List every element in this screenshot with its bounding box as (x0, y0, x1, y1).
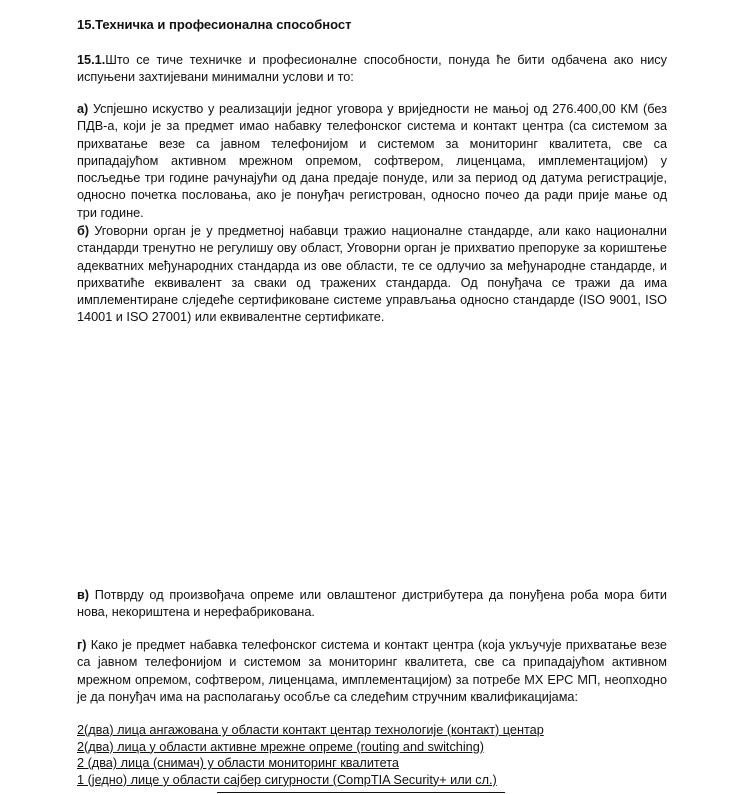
footer-divider (217, 792, 505, 793)
item-v-paragraph (77, 587, 667, 622)
item-b-paragraph (77, 223, 667, 327)
list-item: 2(два) лица ангажована у области контакт центар технологије (контакт) центар (77, 723, 544, 737)
item-a-paragraph (77, 101, 667, 222)
item-b-text: Уговорни орган је у предметној набавци тражио националне стандарде, али како национални стандарди тренутно не регулишу ову област, Уговорни орган је прихватио препоруке за кориштење адекватних међународних стандарда из ове области, те се одлучио за међународне стандарде, и прихватиће еквивалент за сваки од тражених стандарда. Од понуђача се тражи да има имплементиране слједеће сертификоване системе управљања односно стандарде (ISO 9001, ISO 14001 и ISO 27001) или еквивалентне сертификате. (77, 224, 667, 325)
list-item: 2 (два) лица (снимач) у области мониторинг квалитета (77, 756, 399, 771)
intro-paragraph (77, 52, 667, 87)
item-g-paragraph (77, 637, 667, 706)
list-item: 2(два) лица у области активне мрежне опреме (routing and switching) (77, 739, 485, 754)
item-v-marker: в) (77, 588, 90, 602)
list-item: 1 (једно) лице у области сајбер сигурности (CompTIA Security+ или сл.) (77, 772, 497, 787)
intro-marker: 15.1. (77, 53, 106, 67)
section-heading: 15.Техничка и професионална способност (77, 17, 352, 32)
item-g-text: Како је предмет набавка телефонског система и контакт центра (која укључује прихватање везе са јавном телефонијом и системом за мониторинг квалитета, све са припадајућом активном мрежном опремом, софтвером, лиценцама, имплементацијом) за потребе МХ ЕРС МП, неопходно је да понуђач има на располагању особље са следећим стручним квалификацијама: (77, 638, 667, 704)
item-b-marker: б) (77, 224, 90, 238)
item-a-text: Успјешно искуство у реализацији једног уговора у вриједности не мањој од 276.400,00 КМ (без ПДВ-а, који је за предмет имао набавку телефонског система и контакт центра (са системом за прихватање везе са јавном телефонијом и системом за мониторинг квалитета, све са припадајућом активном мрежном опремом, софтвером, лиценцама, имплементацијом) у посљедње три године рачунајући од дана предаје понуде, или за период од датума регистрације, односно почетка пословања, ако је понуђач регистрован, односно почео да ради прије мање од три године. (77, 102, 667, 220)
intro-text: Што се тиче техничке и професионалне способности, понуда ће бити одбачена ако нису испуњени захтијевани минимални услови и то: (77, 53, 667, 85)
staff-requirements-list (77, 722, 544, 788)
item-a-marker: а) (77, 102, 89, 116)
item-g-marker: г) (77, 638, 87, 652)
item-v-text: Потврду од произвођача опреме или овлаштеног дистрибутера да понуђена роба мора бити нова, некориштена и нерефабрикована. (77, 588, 667, 620)
